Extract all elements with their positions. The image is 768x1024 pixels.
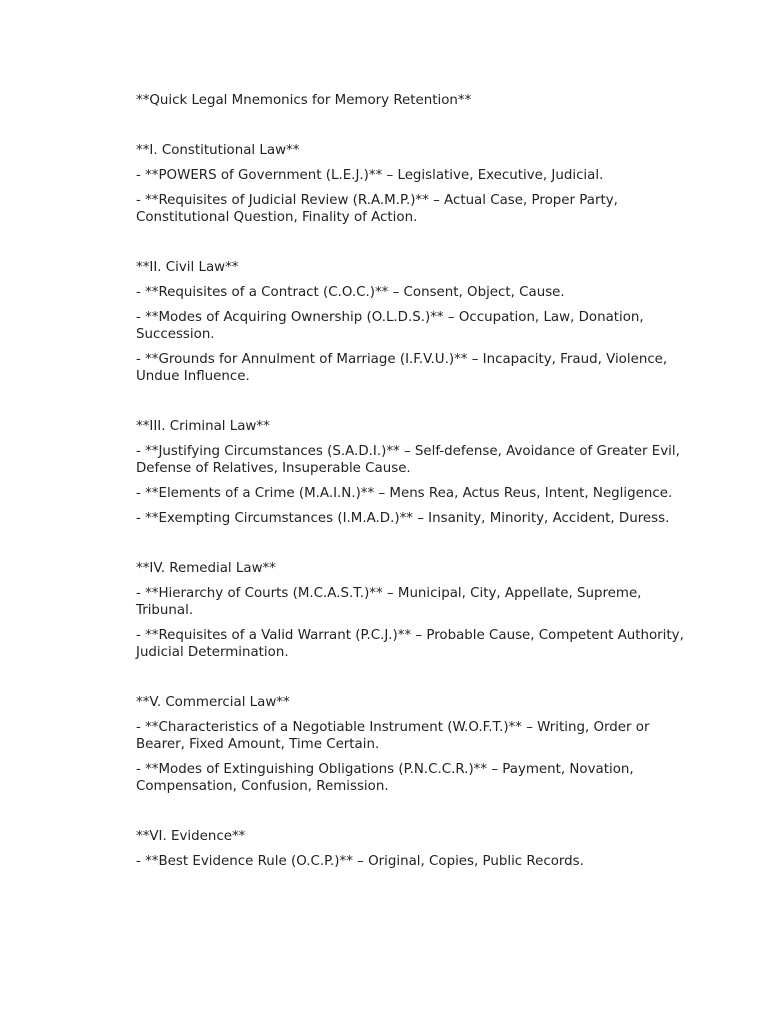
mnemonic-list [136, 585, 696, 661]
mnemonic-item: - **Modes of Extinguishing Obligations (P.N.C.C.R.)** – Payment, Novation, Compensation, Confusion, Remission. [136, 762, 634, 794]
mnemonic-item: - **Exempting Circumstances (I.M.A.D.)** – Insanity, Minority, Accident, Duress. [136, 511, 670, 526]
mnemonic-item: - **Characteristics of a Negotiable Instrument (W.O.F.T.)** – Writing, Order or Bearer, Fixed Amount, Time Certain. [136, 720, 650, 752]
section-civil-law [136, 259, 696, 385]
mnemonic-list [136, 167, 696, 226]
section-heading: **IV. Remedial Law** [136, 561, 276, 576]
mnemonic-list [136, 284, 696, 385]
mnemonic-item: - **Hierarchy of Courts (M.C.A.S.T.)** – Municipal, City, Appellate, Supreme, Tribunal. [136, 586, 642, 618]
mnemonic-list [136, 853, 696, 870]
section-heading: **II. Civil Law** [136, 260, 239, 275]
mnemonic-item: - **Requisites of Judicial Review (R.A.M.P.)** – Actual Case, Proper Party, Constitutional Question, Finality of Action. [136, 193, 618, 225]
document-title: **Quick Legal Mnemonics for Memory Retention** [136, 93, 472, 108]
mnemonic-item: - **Elements of a Crime (M.A.I.N.)** – Mens Rea, Actus Reus, Intent, Negligence. [136, 486, 673, 501]
section-heading: **V. Commercial Law** [136, 695, 290, 710]
section-heading: **VI. Evidence** [136, 829, 246, 844]
mnemonic-list [136, 443, 696, 527]
section-commercial-law [136, 694, 696, 795]
mnemonic-item: - **Modes of Acquiring Ownership (O.L.D.S.)** – Occupation, Law, Donation, Succession. [136, 310, 644, 342]
section-constitutional-law [136, 142, 696, 226]
section-evidence [136, 828, 696, 870]
section-remedial-law [136, 560, 696, 661]
mnemonic-item: - **Best Evidence Rule (O.C.P.)** – Original, Copies, Public Records. [136, 854, 584, 869]
section-heading: **I. Constitutional Law** [136, 143, 300, 158]
section-criminal-law [136, 418, 696, 527]
section-heading: **III. Criminal Law** [136, 419, 270, 434]
mnemonic-item: - **Requisites of a Valid Warrant (P.C.J.)** – Probable Cause, Competent Authority, Judicial Determination. [136, 628, 684, 660]
mnemonic-item: - **POWERS of Government (L.E.J.)** – Legislative, Executive, Judicial. [136, 168, 604, 183]
mnemonic-item: - **Justifying Circumstances (S.A.D.I.)** – Self-defense, Avoidance of Greater Evil, Defense of Relatives, Insuperable Cause. [136, 444, 680, 476]
mnemonic-item: - **Requisites of a Contract (C.O.C.)** – Consent, Object, Cause. [136, 285, 565, 300]
document-page [136, 92, 696, 870]
mnemonic-item: - **Grounds for Annulment of Marriage (I.F.V.U.)** – Incapacity, Fraud, Violence, Undue Influence. [136, 352, 668, 384]
mnemonic-list [136, 719, 696, 795]
